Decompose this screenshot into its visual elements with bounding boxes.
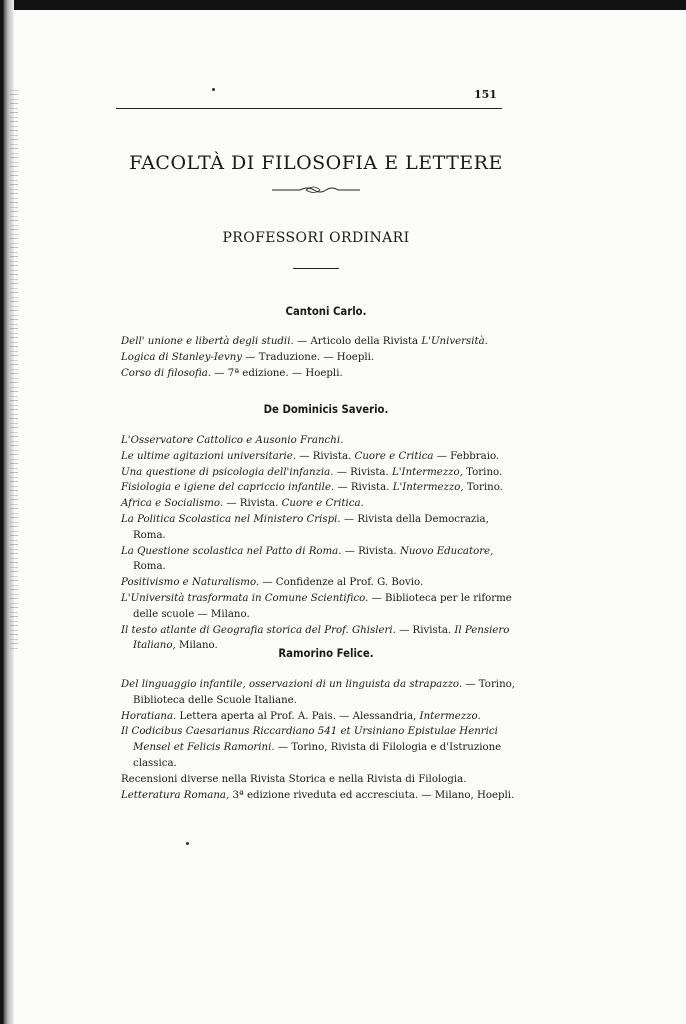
publication-detail: — Traduzione. — Hoepli. — [242, 351, 375, 363]
ornament-divider-icon — [270, 184, 362, 194]
publication-title: Il Pensiero Italiano, — [133, 624, 510, 652]
publication-entry — [121, 465, 515, 481]
publication-detail: — Torino, Biblioteca delle Scuole Italiane. — [133, 679, 516, 706]
publication-entry — [121, 334, 515, 350]
publication-detail: 3ª edizione riveduta ed accresciuta. — Milano, Hoepli. — [229, 789, 515, 801]
publication-title: Dell' unione e libertà degli studii. — [121, 336, 294, 347]
publication-title: Africa e Socialismo. — [121, 498, 224, 510]
section-title: PROFESSORI ORDINARI — [222, 230, 410, 246]
publication-title: Le ultime agitazioni universitarie. — [121, 450, 297, 462]
publication-detail: — Rivista della Democrazia, Roma. — [133, 513, 489, 541]
publication-entry — [121, 496, 515, 512]
page-number: 151 — [474, 88, 497, 101]
publication-detail: Recensioni diverse nella Rivista Storica e nella Rivista di Filologia. — [121, 773, 467, 785]
publication-detail: — Febbraio. — [433, 450, 500, 462]
binding-texture — [10, 90, 18, 650]
publication-entry — [121, 433, 515, 449]
publication-detail: Torino. — [463, 482, 503, 494]
publication-entry — [121, 772, 515, 788]
publication-detail: Milano. — [175, 640, 218, 652]
publication-detail: — Confidenze al Prof. G. Bovio. — [259, 577, 424, 589]
publication-entry — [121, 366, 515, 382]
publication-title: Del linguaggio infantile, osservazioni di un linguista da strapazzo. — [121, 679, 463, 690]
publication-entry — [121, 724, 515, 771]
header-rule — [116, 108, 502, 109]
publication-title: L'Intermezzo, — [392, 482, 464, 494]
publication-entry — [121, 591, 515, 623]
publication-title: Positivismo e Naturalismo. — [121, 577, 260, 589]
professor-name: De Dominicis Saverio. — [263, 402, 389, 416]
publication-detail: — Torino, Rivista di Filologia e d'Istruzione classica. — [133, 742, 502, 769]
publication-detail: — Rivista. — [333, 466, 392, 478]
publication-detail: — 7ª edizione. — Hoepli. — [211, 367, 343, 379]
publication-detail: — Rivista. — [223, 498, 282, 510]
publication-entry — [121, 788, 515, 804]
publication-detail: — Rivista. — [341, 545, 400, 557]
publication-title: Horatiana. — [121, 710, 177, 722]
publication-title: L'Università. — [421, 336, 488, 347]
publication-title: Il testo atlante di Geografia storica del Prof. Ghisleri. — [121, 624, 396, 636]
publication-detail: — Articolo della Rivista — [293, 336, 422, 347]
publication-entry — [121, 709, 515, 725]
publication-title: Fisiologia e igiene del capriccio infantile. — [121, 482, 335, 494]
publication-entry — [121, 449, 515, 465]
publication-detail: Lettera aperta al Prof. A. Pais. — Alessandria, — [176, 710, 420, 722]
publication-detail: Roma. — [133, 561, 166, 573]
publication-title: Nuovo Educatore, — [399, 545, 494, 557]
publication-title: Logica di Stanley-Ievny — [121, 351, 243, 363]
publication-title: L'Università trasformata in Comune Scientifico. — [121, 592, 369, 604]
publication-title: Intermezzo. — [419, 710, 481, 722]
publication-title: Cuore e Critica — [354, 450, 434, 462]
section-rule — [293, 268, 339, 269]
publication-title: Il Codicibus Caesarianus Riccardiano 541 et Ursiniano Epistulae Henrici Mensel et Felicis Ramorini. — [121, 726, 498, 754]
publication-list — [121, 677, 515, 803]
ink-speck — [186, 842, 189, 845]
publication-title: Letteratura Romana, — [121, 789, 230, 801]
publication-detail: — Rivista. — [296, 450, 355, 462]
publication-list — [121, 433, 515, 654]
publication-list — [121, 334, 515, 381]
publication-entry — [121, 512, 515, 544]
publication-title: Corso di filosofia. — [121, 367, 212, 379]
publication-title: L'Osservatore Cattolico e Ausonio Franchi. — [121, 435, 344, 446]
ink-speck — [212, 88, 215, 91]
publication-detail: — Rivista. — [395, 624, 455, 636]
publication-detail: — Biblioteca per le riforme delle scuole — Milano. — [133, 592, 512, 620]
professor-name: Ramorino Felice. — [278, 646, 374, 660]
publication-entry — [121, 544, 515, 576]
publication-title: L'Intermezzo, — [391, 466, 463, 478]
publication-entry — [121, 480, 515, 496]
publication-title: La Questione scolastica nel Patto di Roma. — [121, 545, 342, 557]
publication-title: Una questione di psicologia dell'infanzia. — [121, 466, 334, 478]
publication-entry — [121, 677, 515, 709]
professor-name: Cantoni Carlo. — [285, 304, 367, 318]
publication-detail: — Rivista. — [334, 482, 393, 494]
page-top-edge — [0, 0, 686, 10]
publication-title: Cuore e Critica. — [281, 498, 364, 510]
publication-detail: Torino. — [462, 466, 503, 478]
faculty-title: FACOLTÀ DI FILOSOFIA E LETTERE — [129, 152, 503, 174]
publication-entry — [121, 350, 515, 366]
publication-entry — [121, 575, 515, 591]
publication-title: La Politica Scolastica nel Ministero Crispi. — [121, 513, 341, 525]
